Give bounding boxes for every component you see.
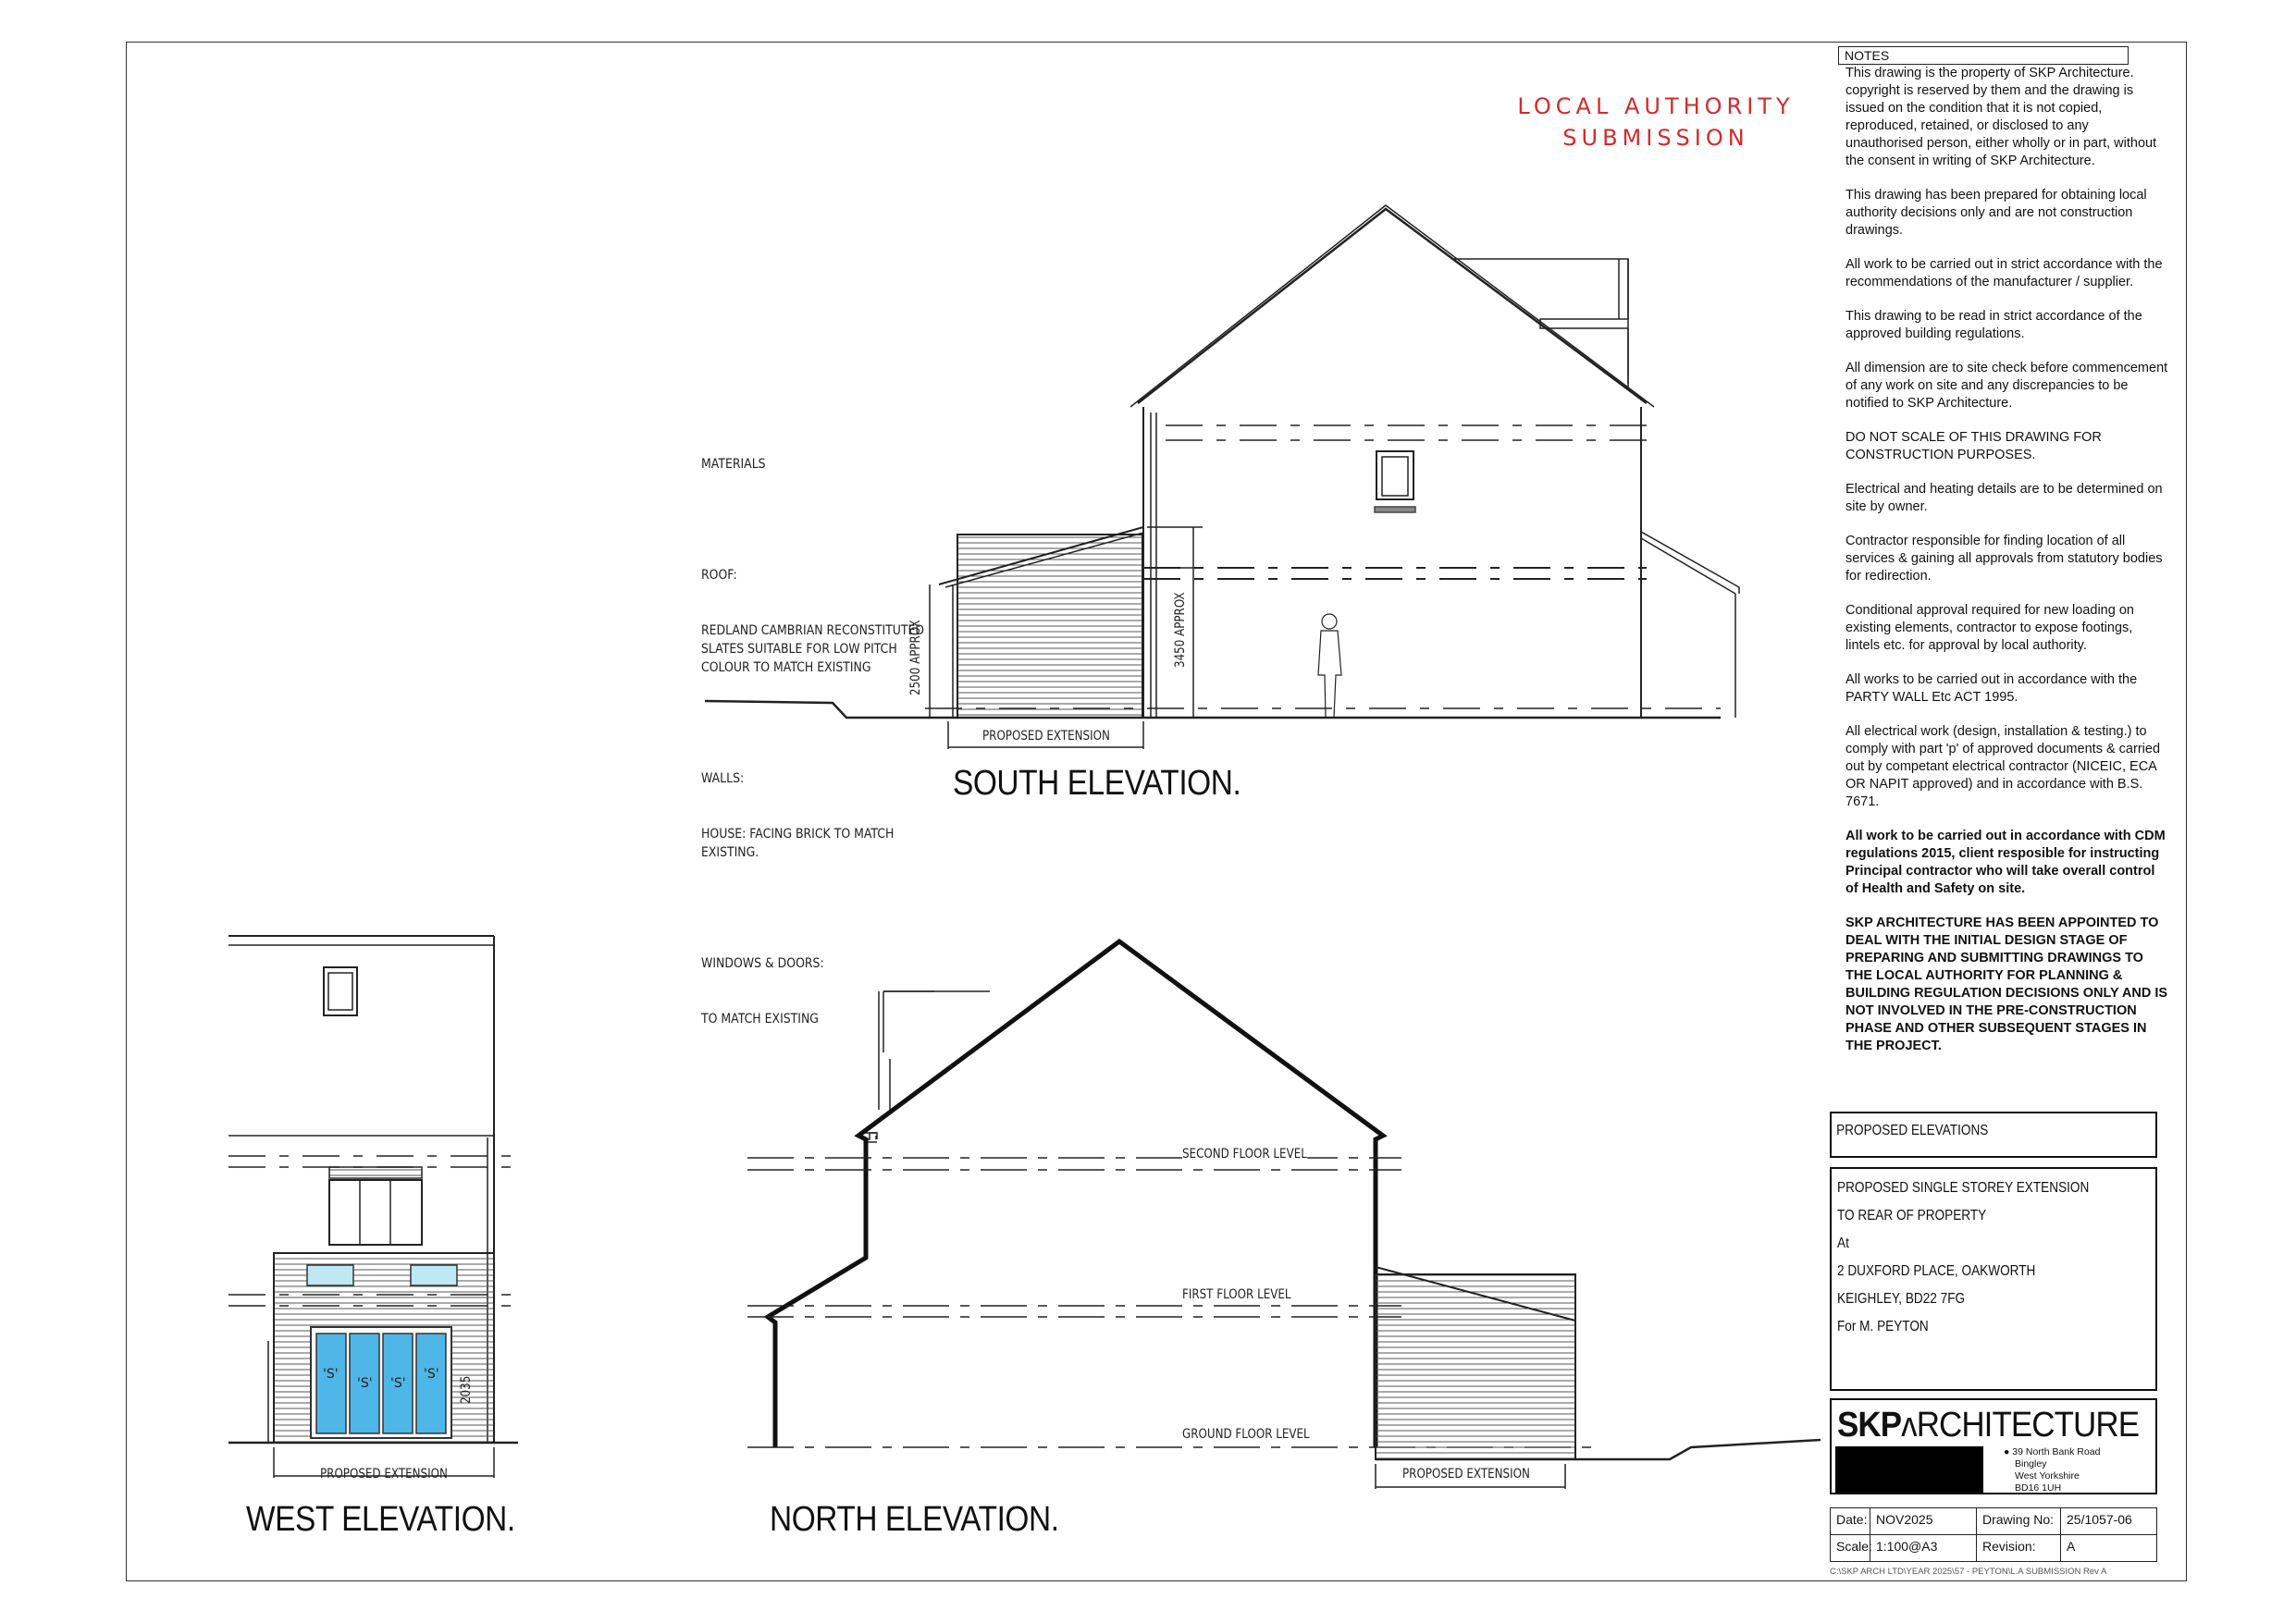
north-extension-label: PROPOSED EXTENSION — [1402, 1467, 1530, 1482]
project-line: PROPOSED SINGLE STOREY EXTENSION — [1837, 1180, 2090, 1196]
date-label: Date: — [1830, 1507, 1870, 1535]
note-paragraph: All works to be carried out in accordance with the PARTY WALL Etc ACT 1995. — [1845, 672, 2138, 705]
north-elevation-title: NORTH ELEVATION. — [770, 1500, 1059, 1539]
west-elevation-title: WEST ELEVATION. — [246, 1500, 515, 1539]
notes-panel — [1838, 46, 2168, 1055]
south-elevation-title: SOUTH ELEVATION. — [953, 764, 1241, 803]
project-client: For M. PEYTON — [1837, 1319, 1929, 1334]
note-paragraph: Electrical and heating details are to be determined on site by owner. — [1845, 482, 2163, 514]
submission-stamp — [1517, 91, 1795, 154]
company-address — [2004, 1446, 2100, 1494]
company-logo-box — [1830, 1398, 2157, 1494]
skp-appointment-note: SKP ARCHITECTURE HAS BEEN APPOINTED TO DEAL WITH THE INITIAL DESIGN STAGE OF PREPARING AND SUBMITTING DRAWINGS TO THE LOCAL AUTHORITY FOR PLANNING & BUILDING REGULATION DECISIONS ONLY AND IS NOT INVOLVED IN THE PRE-CONSTRUCTION PHASE AND OTHER SUBSEQUENT STAGES IN THE PROJECT. — [1845, 916, 2168, 1053]
west-bifold-doors — [311, 1327, 451, 1438]
location-pin-icon: ● — [2004, 1446, 2010, 1457]
south-dim-3450: 3450 APPROX — [1173, 592, 1188, 668]
note-paragraph: This drawing has been prepared for obtaining local authority decisions only and are not construction drawings. — [1845, 188, 2147, 238]
west-extension-label: PROPOSED EXTENSION — [320, 1467, 448, 1482]
west-door-mark-3: 'S' — [390, 1376, 406, 1391]
skp-architecture-logo — [1837, 1406, 2139, 1445]
project-info — [1832, 1169, 2155, 1346]
south-dim-2500: 2500 APPROX — [908, 620, 923, 695]
address-line: BD16 1UH — [2015, 1482, 2062, 1494]
note-paragraph: Contractor responsible for finding location of all services & gaining all approvals from statutory bodies for redirection. — [1845, 534, 2163, 584]
roof-spec: REDLAND CAMBRIAN RECONSTITUTED SLATES SUITABLE FOR LOW PITCH COLOUR TO MATCH EXISTING — [701, 623, 924, 675]
west-door-mark-4: 'S' — [424, 1367, 439, 1382]
project-town: KEIGHLEY, BD22 7FG — [1837, 1291, 1966, 1307]
note-paragraph: All electrical work (design, installation & testing.) to comply with part 'p' of approved documents & carried out by competant electrical contractor (NICEIC, ECA OR NAPIT approved) and in accordance with B.S. 7671. — [1845, 724, 2161, 809]
drawing-no-value: 25/1057-06 — [2060, 1507, 2157, 1535]
note-paragraph: Conditional approval required for new loading on existing elements, contractor to expose footings, lintels etc. for approval by local authority. — [1845, 603, 2134, 653]
south-gable-roof — [1138, 209, 1647, 403]
submission-line2: SUBMISSION — [1562, 125, 1749, 151]
note-paragraph: All work to be carried out in strict accordance with the recommendations of the manufacturer / supplier. — [1845, 257, 2163, 289]
drawing-title: PROPOSED ELEVATIONS — [1836, 1123, 1989, 1138]
note-paragraph: DO NOT SCALE OF THIS DRAWING FOR CONSTRUCTION PURPOSES. — [1845, 430, 2102, 462]
note-paragraph: This drawing to be read in strict accordance of the approved building regulations. — [1845, 309, 2142, 341]
south-extension-cladding — [957, 535, 1142, 718]
west-door-mark-1: 'S' — [323, 1367, 339, 1382]
second-floor-level-label: SECOND FLOOR LEVEL — [1182, 1147, 1307, 1162]
west-dim-2035: 2035 — [459, 1375, 474, 1404]
submission-line1: LOCAL AUTHORITY — [1517, 93, 1795, 119]
date-value: NOV2025 — [1870, 1507, 1977, 1535]
notes-heading: NOTES — [1838, 46, 2129, 65]
project-line: At — [1837, 1236, 1849, 1251]
file-path: C:\SKP ARCH LTD\YEAR 2025\57 - PEYTON\L.A SUBMISSION Rev A — [1830, 1567, 2107, 1577]
walls-spec: HOUSE: FACING BRICK TO MATCH EXISTING. — [701, 827, 895, 860]
redacted-block — [1835, 1446, 1983, 1493]
west-elevation-graphic — [228, 936, 518, 1478]
windows-spec: TO MATCH EXISTING — [701, 1012, 819, 1027]
windows-heading: WINDOWS & DOORS: — [701, 956, 824, 971]
logo-rest: ʌRCHITECTURE — [1901, 1406, 2140, 1445]
project-address: 2 DUXFORD PLACE, OAKWORTH — [1837, 1263, 2036, 1279]
project-line: TO REAR OF PROPERTY — [1837, 1208, 1987, 1223]
west-door-mark-2: 'S' — [357, 1376, 373, 1391]
materials-heading: MATERIALS — [701, 457, 766, 472]
note-paragraph: All dimension are to site check before commencement of any work on site and any discrepancies to be notified to SKP Architecture. — [1845, 361, 2168, 411]
revision-label: Revision: — [1976, 1534, 2061, 1562]
revision-value: A — [2060, 1534, 2157, 1562]
drawing-title-box — [1830, 1112, 2157, 1158]
ground-floor-level-label: GROUND FLOOR LEVEL — [1182, 1427, 1310, 1442]
notes-body — [1838, 65, 2168, 1055]
scale-figure-person — [1318, 614, 1341, 718]
cdm-note: All work to be carried out in accordance with CDM regulations 2015, client resposible for instructing Principal contractor who will take overall control of Health and Safety on site. — [1845, 829, 2166, 896]
roof-heading: ROOF: — [701, 568, 737, 583]
address-line: ● 39 North Bank Road — [2004, 1446, 2101, 1457]
scale-value: 1:100@A3 — [1870, 1534, 1977, 1562]
project-info-box — [1830, 1167, 2157, 1391]
materials-notes — [701, 418, 924, 1047]
note-paragraph: This drawing is the property of SKP Architecture. copyright is reserved by them and the drawing is issued on the condition that it is not copied, reproduced, retained, or disclosed to any unauthorised person, either wholly or in part, without the consent in writing of SKP Architecture. — [1845, 66, 2157, 168]
first-floor-level-label: FIRST FLOOR LEVEL — [1182, 1287, 1291, 1302]
north-extension-cladding — [1376, 1274, 1575, 1459]
scale-label: Scale: — [1830, 1534, 1870, 1562]
logo-bold: SKP — [1837, 1406, 1902, 1445]
address-line: West Yorkshire — [2015, 1470, 2080, 1482]
address-line: Bingley — [2015, 1458, 2047, 1469]
walls-heading: WALLS: — [701, 771, 745, 786]
south-extension-label: PROPOSED EXTENSION — [982, 729, 1110, 744]
drawing-no-label: Drawing No: — [1976, 1507, 2061, 1535]
